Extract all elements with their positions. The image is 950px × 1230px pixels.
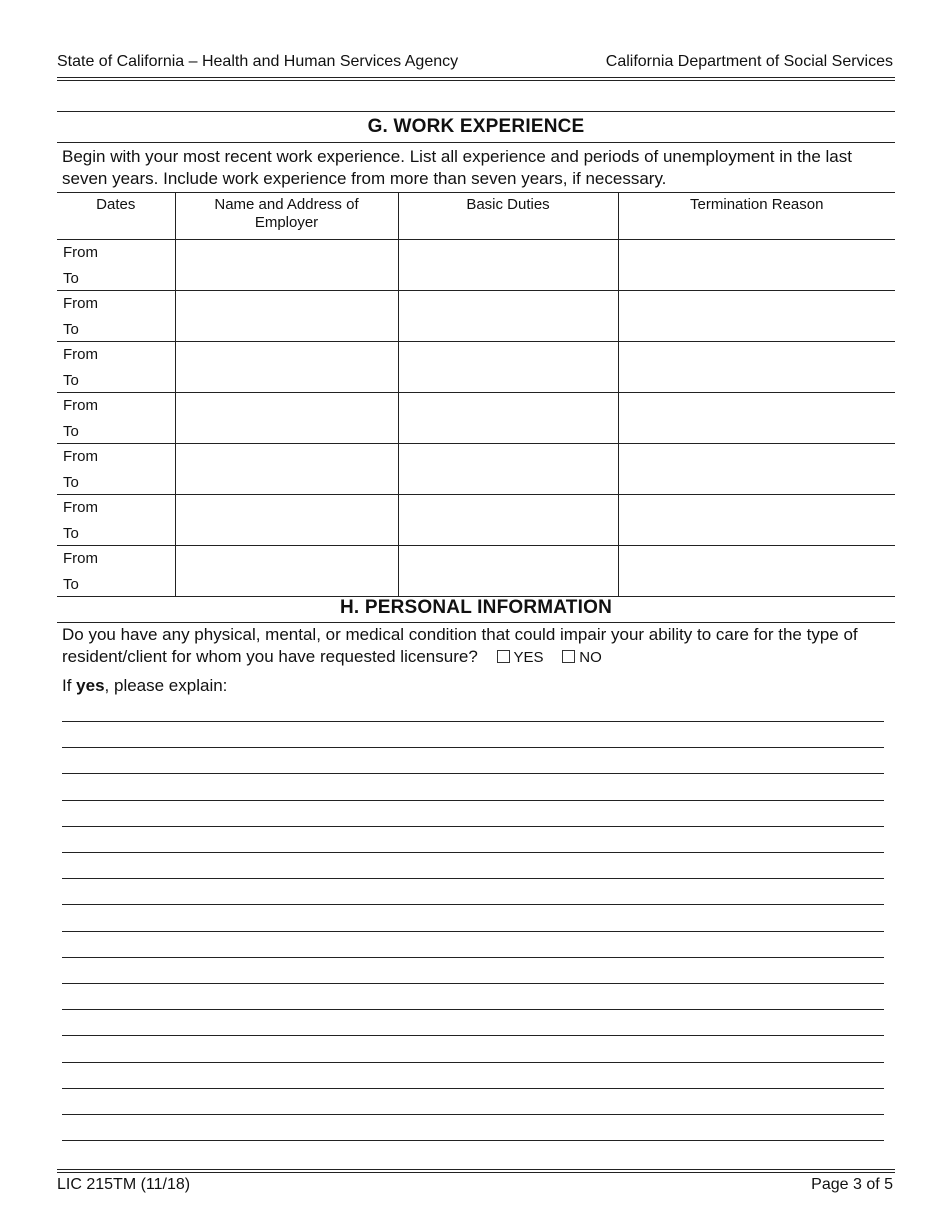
explanation-line[interactable] [62, 957, 884, 958]
header-divider [57, 77, 895, 78]
employer-cell[interactable] [175, 444, 398, 495]
to-label: To [63, 321, 79, 338]
employer-cell[interactable] [175, 495, 398, 546]
termination-cell[interactable] [618, 495, 895, 546]
dates-cell[interactable] [57, 342, 175, 393]
from-label: From [63, 346, 98, 363]
explanation-line[interactable] [62, 773, 884, 774]
duties-cell[interactable] [398, 495, 618, 546]
no-label: NO [579, 649, 602, 666]
employer-cell[interactable] [175, 291, 398, 342]
condition-question [62, 624, 890, 669]
header-agency: State of California – Health and Human Services Agency [57, 53, 459, 70]
section-title-work-experience: G. WORK EXPERIENCE [367, 116, 585, 137]
to-label: To [63, 270, 79, 287]
table-row [57, 444, 895, 495]
to-label: To [63, 423, 79, 440]
from-label: From [63, 397, 98, 414]
dates-cell[interactable] [57, 495, 175, 546]
explanation-line[interactable] [62, 1062, 884, 1063]
table-row [57, 393, 895, 444]
dates-cell[interactable] [57, 444, 175, 495]
explain-bold: yes [76, 676, 105, 695]
explanation-line[interactable] [62, 931, 884, 932]
to-label: To [63, 474, 79, 491]
termination-cell[interactable] [618, 291, 895, 342]
footer-divider-double [57, 1172, 895, 1173]
dates-cell[interactable] [57, 546, 175, 597]
to-label: To [63, 525, 79, 542]
explanation-line[interactable] [62, 878, 884, 879]
condition-question-text: Do you have any physical, mental, or medical condition that could impair your ability to care for the type of resident/client for whom you have requested licensure? [62, 625, 858, 666]
duties-cell[interactable] [398, 444, 618, 495]
explain-suffix: , please explain: [104, 676, 228, 695]
explanation-line[interactable] [62, 904, 884, 905]
yes-label: YES [513, 649, 544, 666]
explanation-line[interactable] [62, 800, 884, 801]
employer-cell[interactable] [175, 546, 398, 597]
column-header-dates: Dates [57, 193, 175, 240]
to-label: To [63, 372, 79, 389]
explanation-line[interactable] [62, 1114, 884, 1115]
explanation-line[interactable] [62, 1088, 884, 1089]
section-g-title-rule [57, 142, 895, 143]
explanation-line[interactable] [62, 852, 884, 853]
table-row [57, 240, 895, 291]
employer-cell[interactable] [175, 240, 398, 291]
from-label: From [63, 295, 98, 312]
work-experience-instructions: Begin with your most recent work experience. List all experience and periods of unemployment in the last seven years. Include work experience from more than seven years, if necessary. [62, 147, 852, 188]
column-header-employer: Name and Address of Employer [175, 193, 398, 240]
duties-cell[interactable] [398, 393, 618, 444]
column-header-termination: Termination Reason [618, 193, 895, 240]
form-id: LIC 215TM (11/18) [57, 1176, 191, 1193]
explanation-line[interactable] [62, 1009, 884, 1010]
duties-cell[interactable] [398, 291, 618, 342]
dates-cell[interactable] [57, 393, 175, 444]
termination-cell[interactable] [618, 546, 895, 597]
termination-cell[interactable] [618, 444, 895, 495]
termination-cell[interactable] [618, 240, 895, 291]
explanation-line[interactable] [62, 1035, 884, 1036]
yes-checkbox[interactable] [497, 650, 510, 663]
from-label: From [63, 448, 98, 465]
termination-cell[interactable] [618, 393, 895, 444]
work-experience-table [57, 192, 895, 597]
employer-cell[interactable] [175, 393, 398, 444]
from-label: From [63, 550, 98, 567]
table-header-row [57, 193, 895, 240]
table-row [57, 342, 895, 393]
termination-cell[interactable] [618, 342, 895, 393]
section-h-title-rule [57, 622, 895, 623]
column-header-duties: Basic Duties [398, 193, 618, 240]
from-label: From [63, 244, 98, 261]
dates-cell[interactable] [57, 240, 175, 291]
to-label: To [63, 576, 79, 593]
employer-cell[interactable] [175, 342, 398, 393]
section-title-personal-information: H. PERSONAL INFORMATION [339, 597, 612, 618]
explanation-line[interactable] [62, 747, 884, 748]
explanation-line[interactable] [62, 1140, 884, 1141]
footer-divider [57, 1169, 895, 1170]
duties-cell[interactable] [398, 342, 618, 393]
page-number: Page 3 of 5 [811, 1176, 893, 1193]
no-checkbox[interactable] [562, 650, 575, 663]
explanation-line[interactable] [62, 826, 884, 827]
header-divider-double [57, 80, 895, 81]
dates-cell[interactable] [57, 291, 175, 342]
header-department: California Department of Social Services [605, 53, 893, 70]
table-row [57, 495, 895, 546]
duties-cell[interactable] [398, 240, 618, 291]
section-g-top-rule [57, 111, 895, 112]
explain-prefix: If [62, 676, 77, 695]
explanation-line[interactable] [62, 983, 884, 984]
explain-prompt [62, 676, 227, 696]
explanation-line[interactable] [62, 721, 884, 722]
duties-cell[interactable] [398, 546, 618, 597]
table-row [57, 546, 895, 597]
from-label: From [63, 499, 98, 516]
table-row [57, 291, 895, 342]
